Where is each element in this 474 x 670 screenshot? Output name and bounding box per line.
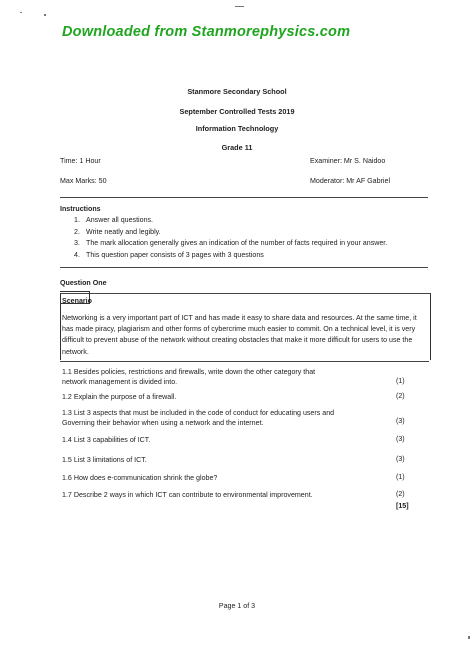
instruction-num: 4.: [74, 251, 80, 259]
max-marks-label: Max Marks: 50: [60, 177, 107, 185]
question-one-title: Question One: [60, 279, 107, 287]
question-one-total: [15]: [396, 502, 409, 510]
test-title: September Controlled Tests 2019: [179, 107, 295, 116]
scan-speck: [235, 6, 244, 7]
scan-speck: [20, 12, 22, 13]
scenario-label: Scenario: [62, 297, 92, 305]
question-1-7: 1.7 Describe 2 ways in which ICT can contribute to environmental improvement.: [62, 491, 313, 499]
question-1-5: 1.5 List 3 limitations of ICT.: [62, 456, 147, 464]
instruction-text: Write neatly and legibly.: [86, 228, 161, 236]
instruction-num: 1.: [74, 216, 80, 224]
question-1-2: 1.2 Explain the purpose of a firewall.: [62, 393, 177, 401]
question-1-1: 1.1 Besides policies, restrictions and firewalls, write down the other category that network management is divided into.: [62, 368, 316, 386]
scenario-text: Networking is a very important part of ICT and has made it easy to share data and resources. At the same time, it has made piracy, plagiarism and other forms of cybercrime much easier to commit. On a technical level, it is very difficult to prevent abuse of the network without creating obstacles that make it more difficult for users to use the network.: [62, 314, 417, 356]
instruction-text: The mark allocation generally gives an indication of the number of facts required in your answer.: [86, 239, 388, 247]
scan-speck: [44, 14, 46, 16]
divider-line: [60, 267, 428, 268]
grade-title: Grade 11: [221, 143, 253, 152]
mark-1-5: (3): [396, 455, 405, 463]
mark-1-1: (1): [396, 377, 405, 385]
divider-line: [60, 197, 428, 198]
time-label: Time: 1 Hour: [60, 157, 101, 165]
instruction-num: 2.: [74, 228, 80, 236]
question-1-6: 1.6 How does e-communication shrink the globe?: [62, 474, 218, 482]
instructions-title: Instructions: [60, 205, 101, 213]
scan-speck: [468, 636, 470, 639]
mark-1-6: (1): [396, 473, 405, 481]
divider-line: [60, 361, 429, 362]
mark-1-4: (3): [396, 435, 405, 443]
examiner-label: Examiner: Mr S. Naidoo: [310, 157, 386, 165]
instruction-text: Answer all questions.: [86, 216, 154, 224]
mark-1-7: (2): [396, 490, 405, 498]
instruction-num: 3.: [74, 239, 80, 247]
subject-title: Information Technology: [195, 124, 279, 133]
school-name: Stanmore Secondary School: [187, 87, 287, 96]
watermark: Downloaded from Stanmorephysics.com: [62, 24, 351, 40]
question-1-4: 1.4 List 3 capabilities of ICT.: [62, 436, 151, 444]
mark-1-3: (3): [396, 417, 405, 425]
question-1-3: 1.3 List 3 aspects that must be included in the code of conduct for educating users and Governing their behavior when using a network and the internet.: [62, 409, 335, 427]
mark-1-2: (2): [396, 392, 405, 400]
moderator-label: Moderator: Mr AF Gabriel: [310, 177, 391, 185]
page-number: Page 1 of 3: [218, 602, 256, 610]
instruction-text: This question paper consists of 3 pages with 3 questions: [86, 251, 264, 259]
